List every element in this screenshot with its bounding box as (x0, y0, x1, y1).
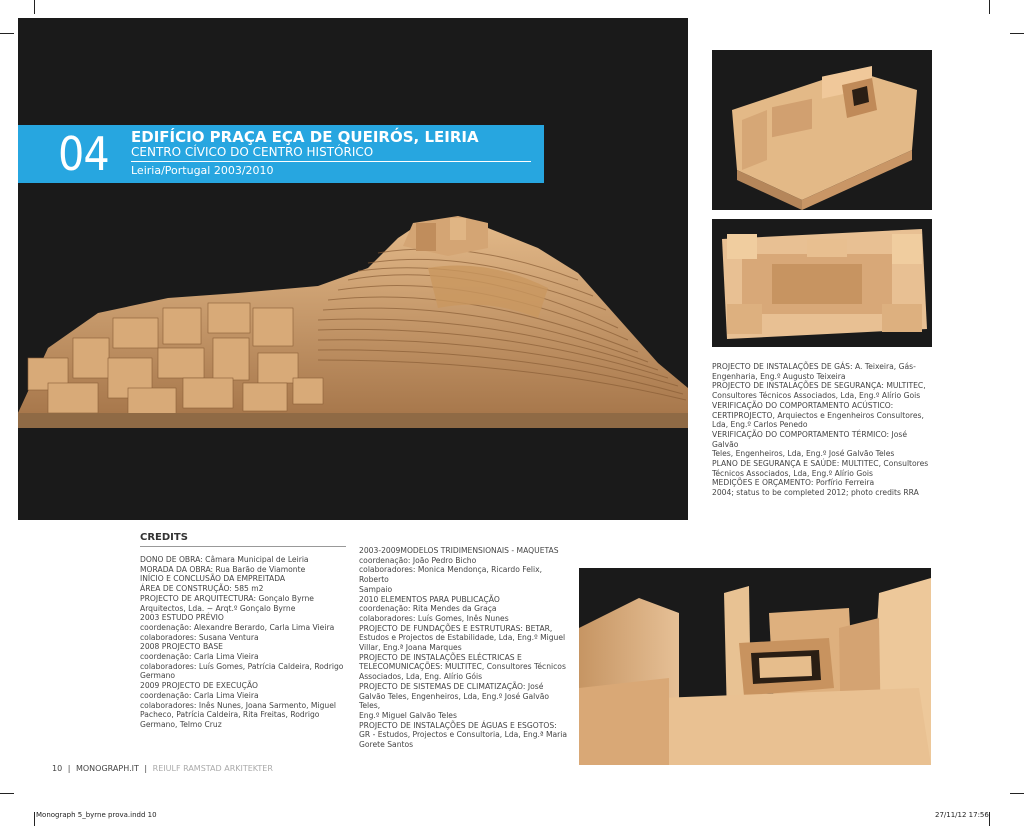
footer-separator: | (67, 764, 71, 773)
credit-line: colaboradores: Susana Ventura (140, 632, 259, 642)
banner-divider (131, 161, 531, 162)
crop-mark (1010, 33, 1024, 34)
credit-line: PROJECTO DE SISTEMAS DE CLIMATIZAÇÃO: José (359, 681, 544, 691)
credits-column-2 (359, 546, 571, 750)
credit-line: VERIFICAÇÃO DO COMPORTAMENTO ACÚSTICO: (712, 400, 894, 410)
crop-mark (1010, 793, 1024, 794)
credit-line: colaboradores: Luís Gomes, Inês Nunes (359, 613, 509, 623)
credit-line: Germano, Telmo Cruz (140, 719, 222, 729)
credit-line: Estudos e Projectos de Estabilidade, Lda, Eng.º Miguel (359, 633, 566, 643)
credit-line: Lda, Eng.º Carlos Penedo (712, 420, 808, 430)
crop-mark (989, 0, 990, 14)
project-title: EDIFÍCIO PRAÇA EÇA DE QUEIRÓS, LEIRIA (131, 128, 479, 146)
project-number: 04 (58, 127, 109, 181)
credit-line: Consultores Técnicos Associados, Lda, Eng.º Alírio Gois (712, 391, 921, 401)
credit-line: PROJECTO DE INSTALAÇÕES DE SEGURANÇA: MULTITEC, (712, 381, 926, 391)
credits-column-1 (140, 555, 350, 730)
crop-mark (34, 0, 35, 14)
crop-mark (0, 793, 14, 794)
credit-line: Germano (140, 671, 176, 681)
credit-line: ÁREA DE CONSTRUÇÃO: 585 m2 (140, 584, 264, 594)
credit-line: PROJECTO DE FUNDAÇÕES E ESTRUTURAS: BETAR, (359, 623, 553, 633)
credit-line: colaboradores: Luís Gomes, Patrícia Caldeira, Rodrigo (140, 661, 344, 671)
page-footer (52, 764, 273, 773)
credit-line: 2004; status to be completed 2012; photo credits RRA (712, 488, 919, 498)
project-location: Leiria/Portugal 2003/2010 (131, 164, 274, 177)
credit-line: PROJECTO DE ARQUITECTURA: Gonçalo Byrne (140, 593, 314, 603)
credit-line: Eng.º Miguel Galvão Teles (359, 710, 457, 720)
credit-line: Pacheco, Patrícia Caldeira, Rita Freitas, Rodrigo (140, 710, 320, 720)
credits-divider (140, 546, 346, 547)
credit-line: coordenação: Carla Lima Vieira (140, 690, 259, 700)
credit-line: Gorete Santos (359, 740, 414, 750)
crop-mark (989, 812, 990, 826)
credits-column-3 (712, 362, 934, 498)
slug-datetime: 27/11/12 17:56 (935, 811, 989, 819)
credit-line: TELECOMUNICAÇÕES: MULTITEC, Consultores Técnicos (359, 662, 566, 672)
model-photo-closeup (579, 568, 931, 765)
credit-line: coordenação: Alexandre Berardo, Carla Lima Vieira (140, 622, 335, 632)
project-subtitle: CENTRO CÍVICO DO CENTRO HISTÓRICO (131, 145, 374, 159)
credit-line: Técnicos Associados, Lda, Eng.º Alírio Gois (712, 468, 873, 478)
project-banner (18, 125, 544, 183)
credit-line: Sampaio (359, 584, 393, 594)
credit-line: CERTIPROJECTO, Arquiectos e Engenheiros Consultores, (712, 410, 924, 420)
credit-line: MEDIÇÕES E ORÇAMENTO: Porfírio Ferreira (712, 478, 875, 488)
credit-line: Engenharia, Eng.º Augusto Teixeira (712, 371, 846, 381)
credit-line: colaboradores: Inês Nunes, Joana Sarmento, Miguel (140, 700, 336, 710)
credit-line: VERIFICAÇÃO DO COMPORTAMENTO TÉRMICO: José Galvão (712, 429, 908, 449)
credit-line: PLANO DE SEGURANÇA E SAÚDE: MULTITEC, Consultores (712, 459, 929, 469)
crop-mark (0, 33, 14, 34)
credit-line: Villar, Eng.ª Joana Marques (359, 643, 462, 653)
hero-model-photo (18, 18, 688, 520)
credit-line: 2003 ESTUDO PRÉVIO (140, 613, 224, 623)
credit-line: 2010 ELEMENTOS PARA PUBLICAÇÃO (359, 594, 500, 604)
credit-line: GR - Estudos, Projectos e Consultoria, Lda, Eng.ª Maria (359, 730, 568, 740)
credit-line: coordenação: Carla Lima Vieira (140, 652, 259, 662)
credit-line: Associados, Lda, Eng. Alírio Góis (359, 672, 483, 682)
credit-line: PROJECTO DE INSTALAÇÕES DE GÁS: A. Teixeira, Gás- (712, 362, 916, 371)
credit-line: Teles, Engenheiros, Lda, Eng.º José Galvão Teles (712, 449, 895, 459)
credit-line: 2003-2009MODELOS TRIDIMENSIONAIS - MAQUETAS (359, 546, 559, 555)
credit-line: coordenação: Rita Mendes da Graça (359, 604, 497, 614)
publication-name: MONOGRAPH.IT (75, 764, 139, 773)
model-photo-perspective (712, 50, 932, 210)
page-number: 10 (52, 764, 63, 773)
model-photo-top (712, 219, 932, 347)
credit-line: MORADA DA OBRA: Rua Barão de Viamonte (140, 564, 306, 574)
credit-line: coordenação: João Pedro Bicho (359, 555, 477, 565)
credit-line: Arquitectos, Lda. ~ Arqt.º Gonçalo Byrne (140, 603, 296, 613)
firm-name: REIULF RAMSTAD ARKITEKTER (152, 764, 273, 773)
credit-line: 2009 PROJECTO DE EXECUÇÃO (140, 681, 258, 691)
credit-line: PROJECTO DE INSTALAÇÕES DE ÁGUAS E ESGOTOS: (359, 720, 557, 730)
slug-file: Monograph 5_byrne prova.indd 10 (36, 811, 157, 819)
credit-line: 2008 PROJECTO BASE (140, 642, 223, 652)
footer-separator: | (144, 764, 148, 773)
crop-mark (34, 812, 35, 826)
credit-line: INÍCIO E CONCLUSÃO DA EMPREITADA (140, 574, 286, 584)
credits-heading: CREDITS (140, 532, 188, 543)
credit-line: DONO DE OBRA: Câmara Municipal de Leiria (140, 555, 309, 564)
credit-line: colaboradores: Monica Mendonça, Ricardo Felix, Roberto (359, 565, 543, 585)
credit-line: Galvão Teles, Engenheiros, Lda, Eng.º José Galvão Teles, (359, 691, 550, 711)
credit-line: PROJECTO DE INSTALAÇÕES ELÉCTRICAS E (359, 652, 522, 662)
